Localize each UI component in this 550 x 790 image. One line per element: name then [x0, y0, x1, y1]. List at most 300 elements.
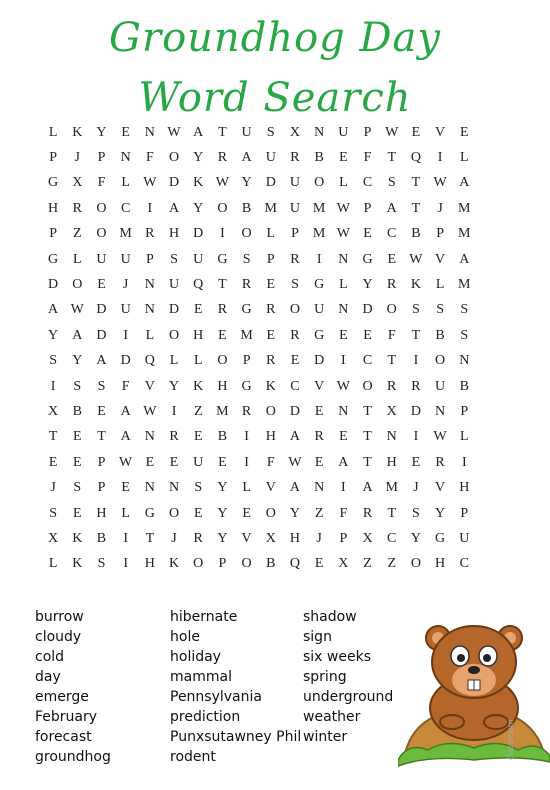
- grid-letter: F: [145, 150, 154, 166]
- grid-letter: E: [387, 251, 396, 267]
- grid-letter: H: [144, 556, 155, 572]
- grid-letter: Q: [144, 353, 155, 369]
- grid-letter: K: [193, 175, 204, 191]
- grid-letter: R: [314, 429, 324, 445]
- grid-letter: O: [168, 150, 180, 166]
- grid-letter: B: [217, 429, 228, 445]
- grid-letter: C: [459, 556, 469, 572]
- grid-letter: I: [437, 150, 443, 166]
- grid-letter: S: [412, 505, 420, 521]
- grid-letter: I: [244, 429, 249, 445]
- grid-letter: L: [121, 505, 130, 521]
- grid-letter: U: [459, 530, 470, 546]
- grid-letter: Y: [193, 150, 204, 166]
- grid-letter: E: [460, 124, 469, 140]
- grid-letter: E: [193, 505, 203, 521]
- grid-letter: P: [218, 556, 227, 572]
- grid-letter: Y: [72, 353, 83, 369]
- grid-letter: T: [387, 353, 396, 369]
- grid-letter: E: [48, 454, 58, 470]
- grid-letter: T: [411, 200, 421, 216]
- grid-letter: H: [265, 429, 276, 445]
- grid-letter: A: [459, 251, 470, 267]
- word-list-item: Pennsylvania: [170, 689, 262, 705]
- grid-letter: M: [458, 226, 471, 242]
- grid-letter: C: [362, 175, 373, 191]
- grid-letter: G: [241, 378, 252, 394]
- word-list-item: winter: [303, 729, 348, 745]
- grid-letter: N: [168, 480, 180, 496]
- grid-letter: W: [119, 454, 133, 470]
- grid-letter: O: [435, 353, 446, 369]
- grid-letter: H: [193, 327, 204, 343]
- grid-letter: I: [123, 556, 128, 572]
- grid-letter: H: [96, 505, 107, 521]
- grid-letter: R: [193, 530, 203, 546]
- grid-letter: A: [120, 403, 131, 419]
- grid-letter: Y: [362, 277, 373, 293]
- grid-letter: E: [193, 429, 203, 445]
- grid-letter: M: [458, 277, 471, 293]
- grid-letter: F: [97, 175, 106, 191]
- grid-letter: S: [49, 353, 57, 369]
- grid-letter: A: [241, 150, 252, 166]
- grid-letter: I: [50, 378, 56, 394]
- grid-letter: Z: [363, 556, 372, 572]
- grid-letter: R: [435, 454, 445, 470]
- grid-letter: C: [362, 353, 373, 369]
- grid-letter: E: [73, 454, 82, 470]
- grid-letter: I: [316, 251, 322, 267]
- grid-letter: O: [410, 556, 421, 572]
- grid-letter: E: [97, 277, 106, 293]
- word-list-item: sign: [303, 629, 332, 645]
- word-list-item: day: [35, 669, 61, 685]
- grid-letter: E: [339, 150, 348, 166]
- grid-letter: E: [242, 505, 251, 521]
- word-list-item: forecast: [35, 729, 92, 745]
- grid-letter: A: [168, 200, 180, 216]
- grid-letter: L: [48, 124, 58, 140]
- grid-letter: E: [121, 124, 130, 140]
- grid-letter: T: [218, 124, 227, 140]
- grid-letter: E: [363, 327, 372, 343]
- grid-letter: E: [339, 429, 348, 445]
- grid-letter: P: [49, 226, 57, 242]
- grid-letter: Z: [314, 505, 324, 521]
- grid-letter: T: [387, 505, 396, 521]
- word-list-item: burrow: [35, 609, 84, 625]
- grid-letter: U: [193, 251, 204, 267]
- grid-letter: A: [193, 124, 204, 140]
- grid-letter: S: [291, 277, 299, 293]
- grid-letter: G: [144, 505, 155, 521]
- grid-letter: R: [217, 302, 228, 318]
- grid-letter: I: [220, 226, 225, 242]
- grid-letter: T: [218, 277, 227, 293]
- grid-letter: K: [410, 277, 421, 293]
- grid-letter: K: [72, 124, 83, 140]
- grid-letter: A: [459, 175, 470, 191]
- grid-letter: H: [289, 530, 301, 546]
- letter-grid: [41, 120, 476, 577]
- grid-letter: W: [143, 403, 157, 419]
- grid-letter: S: [97, 378, 106, 394]
- grid-letter: N: [338, 251, 349, 267]
- grid-letter: N: [386, 429, 397, 445]
- grid-letter: U: [435, 378, 446, 394]
- grid-letter: P: [97, 480, 106, 496]
- grid-letter: S: [266, 124, 275, 140]
- grid-letter: X: [386, 403, 397, 419]
- grid-letter: S: [436, 302, 444, 318]
- grid-letter: T: [411, 175, 421, 191]
- grid-letter: S: [412, 302, 420, 318]
- grid-letter: N: [314, 480, 325, 496]
- grid-letter: I: [341, 353, 346, 369]
- grid-letter: O: [168, 505, 180, 521]
- grid-letter: Y: [96, 124, 107, 140]
- grid-letter: R: [72, 200, 82, 216]
- grid-letter: Y: [241, 175, 252, 191]
- grid-letter: F: [266, 454, 275, 470]
- grid-letter: H: [168, 226, 180, 242]
- word-list-item: spring: [303, 669, 347, 685]
- grid-letter: P: [460, 403, 469, 419]
- grid-letter: V: [435, 251, 446, 267]
- grid-letter: N: [144, 302, 155, 318]
- grid-letter: F: [339, 505, 348, 521]
- grid-letter: W: [336, 378, 350, 394]
- word-column-1: [35, 607, 111, 767]
- grid-letter: Y: [193, 200, 204, 216]
- grid-letter: H: [459, 480, 470, 496]
- grid-letter: O: [241, 226, 252, 242]
- grid-letter: R: [266, 353, 276, 369]
- grid-letter: M: [240, 327, 253, 343]
- grid-letter: E: [266, 327, 276, 343]
- grid-letter: K: [193, 378, 204, 394]
- grid-letter: N: [144, 277, 155, 293]
- grid-letter: O: [96, 226, 107, 242]
- grid-letter: O: [217, 200, 228, 216]
- grid-letter: V: [435, 480, 446, 496]
- grid-letter: G: [314, 277, 325, 293]
- word-column-2: [170, 607, 301, 767]
- grid-letter: P: [97, 150, 106, 166]
- grid-letter: W: [288, 454, 302, 470]
- grid-letter: A: [386, 200, 397, 216]
- grid-letter: K: [72, 556, 83, 572]
- grid-letter: N: [314, 124, 325, 140]
- grid-letter: J: [50, 480, 56, 496]
- grid-letter: P: [436, 226, 444, 242]
- grid-letter: R: [145, 226, 155, 242]
- grid-letter: W: [215, 175, 230, 191]
- grid-letter: M: [312, 226, 326, 242]
- grid-letter: G: [435, 530, 446, 546]
- grid-letter: M: [385, 480, 398, 496]
- grid-letter: W: [336, 200, 350, 216]
- grid-letter: Y: [289, 505, 301, 521]
- grid-letter: W: [385, 124, 399, 140]
- grid-letter: A: [338, 454, 349, 470]
- grid-letter: G: [241, 302, 252, 318]
- grid-letter: R: [387, 277, 397, 293]
- grid-letter: L: [193, 353, 203, 369]
- word-list-item: groundhog: [35, 749, 111, 765]
- grid-letter: X: [362, 530, 373, 546]
- grid-letter: Y: [217, 530, 228, 546]
- grid-letter: A: [72, 327, 83, 343]
- watermark-text: classroom: [506, 719, 515, 760]
- word-column-3: [303, 607, 393, 747]
- grid-letter: L: [48, 556, 58, 572]
- grid-letter: U: [120, 251, 131, 267]
- grid-letter: P: [363, 124, 372, 140]
- grid-letter: O: [72, 277, 83, 293]
- grid-letter: B: [96, 530, 107, 546]
- grid-letter: A: [96, 353, 107, 369]
- grid-letter: M: [458, 200, 471, 216]
- grid-letter: E: [314, 454, 324, 470]
- grid-letter: L: [242, 480, 251, 496]
- grid-letter: I: [461, 454, 467, 470]
- grid-letter: Q: [289, 556, 301, 572]
- grid-letter: F: [363, 150, 372, 166]
- grid-letter: U: [289, 175, 301, 191]
- grid-letter: W: [336, 226, 350, 242]
- grid-letter: V: [241, 530, 252, 546]
- grid-letter: D: [168, 302, 180, 318]
- grid-letter: R: [169, 429, 179, 445]
- grid-letter: T: [387, 150, 396, 166]
- grid-letter: U: [96, 251, 107, 267]
- grid-letter: O: [362, 378, 373, 394]
- word-list-item: rodent: [170, 749, 216, 765]
- grid-letter: M: [119, 226, 132, 242]
- grid-letter: O: [386, 302, 397, 318]
- grid-letter: I: [341, 480, 346, 496]
- grid-letter: G: [48, 251, 59, 267]
- grid-letter: I: [123, 327, 128, 343]
- grid-letter: R: [217, 150, 228, 166]
- grid-letter: D: [410, 403, 421, 419]
- grid-letter: O: [217, 353, 228, 369]
- grid-letter: S: [387, 175, 396, 191]
- grid-letter: L: [435, 277, 445, 293]
- grid-letter: D: [96, 327, 107, 343]
- grid-letter: D: [362, 302, 373, 318]
- grid-letter: E: [411, 454, 421, 470]
- grid-letter: E: [169, 454, 179, 470]
- word-list-item: February: [35, 709, 98, 725]
- grid-letter: U: [265, 150, 276, 166]
- word-list-item: cloudy: [35, 629, 82, 645]
- word-list-item: cold: [35, 649, 65, 665]
- grid-letter: C: [120, 200, 131, 216]
- grid-letter: J: [413, 480, 419, 496]
- grid-letter: L: [145, 327, 155, 343]
- word-list-item: six weeks: [303, 649, 371, 665]
- grid-letter: E: [339, 327, 348, 343]
- grid-letter: S: [49, 505, 57, 521]
- grid-letter: W: [409, 251, 423, 267]
- grid-letter: I: [171, 403, 177, 419]
- grid-letter: E: [218, 327, 227, 343]
- grid-letter: V: [265, 480, 276, 496]
- grid-letter: D: [289, 403, 301, 419]
- grid-letter: W: [70, 302, 84, 318]
- grid-letter: F: [121, 378, 130, 394]
- word-list-item: shadow: [303, 609, 357, 625]
- grid-letter: R: [241, 277, 252, 293]
- grid-letter: D: [48, 277, 59, 293]
- grid-letter: O: [241, 556, 252, 572]
- grid-letter: S: [242, 251, 251, 267]
- grid-letter: A: [289, 429, 301, 445]
- grid-letter: X: [72, 175, 83, 191]
- grid-letter: L: [339, 277, 348, 293]
- grid-letter: E: [314, 403, 324, 419]
- grid-letter: R: [290, 327, 300, 343]
- grid-letter: P: [97, 454, 106, 470]
- grid-letter: M: [312, 200, 326, 216]
- grid-letter: E: [218, 454, 227, 470]
- grid-letter: J: [316, 530, 322, 546]
- grid-letter: B: [435, 327, 445, 343]
- grid-letter: Y: [410, 530, 421, 546]
- grid-letter: K: [168, 556, 180, 572]
- grid-letter: H: [435, 556, 446, 572]
- grid-letter: E: [193, 302, 203, 318]
- grid-letter: R: [387, 378, 397, 394]
- grid-letter: X: [265, 530, 276, 546]
- grid-letter: D: [120, 353, 131, 369]
- grid-letter: P: [49, 150, 57, 166]
- grid-letter: O: [265, 403, 276, 419]
- grid-letter: B: [459, 378, 469, 394]
- word-list-item: weather: [303, 709, 361, 725]
- word-list-item: emerge: [35, 689, 89, 705]
- grid-letter: H: [48, 200, 59, 216]
- grid-letter: L: [73, 251, 82, 267]
- word-list-item: underground: [303, 689, 394, 705]
- grid-letter: T: [145, 530, 155, 546]
- grid-letter: O: [265, 505, 276, 521]
- grid-letter: N: [338, 403, 349, 419]
- grid-letter: Y: [168, 378, 180, 394]
- grid-letter: O: [96, 200, 107, 216]
- grid-letter: X: [289, 124, 301, 140]
- grid-letter: P: [242, 353, 251, 369]
- grid-letter: E: [73, 505, 82, 521]
- grid-letter: R: [411, 378, 421, 394]
- word-list-item: holiday: [170, 649, 221, 665]
- grid-letter: E: [314, 556, 324, 572]
- grid-letter: E: [411, 124, 421, 140]
- grid-letter: I: [244, 454, 249, 470]
- grid-letter: A: [48, 302, 59, 318]
- grid-letter: T: [363, 429, 372, 445]
- grid-letter: X: [48, 530, 59, 546]
- grid-letter: V: [314, 378, 325, 394]
- grid-letter: E: [121, 480, 130, 496]
- grid-letter: O: [168, 327, 180, 343]
- grid-letter: Q: [193, 277, 204, 293]
- grid-letter: S: [460, 327, 469, 343]
- grid-letter: X: [48, 403, 59, 419]
- grid-letter: P: [339, 530, 348, 546]
- grid-letter: I: [123, 530, 128, 546]
- word-list-item: hole: [170, 629, 200, 645]
- grid-letter: Z: [193, 403, 203, 419]
- page-title-line1: Groundhog Day: [109, 15, 441, 61]
- grid-letter: L: [339, 175, 348, 191]
- grid-letter: A: [289, 480, 301, 496]
- grid-letter: D: [96, 302, 107, 318]
- grid-letter: L: [121, 175, 130, 191]
- grid-letter: K: [265, 378, 276, 394]
- grid-letter: Z: [73, 226, 82, 242]
- grid-letter: Y: [217, 480, 228, 496]
- word-list-item: mammal: [170, 669, 232, 685]
- grid-letter: U: [241, 124, 252, 140]
- grid-letter: T: [48, 429, 58, 445]
- grid-letter: S: [73, 378, 82, 394]
- grid-letter: K: [72, 530, 83, 546]
- grid-letter: E: [363, 226, 372, 242]
- grid-letter: S: [97, 556, 106, 572]
- grid-letter: E: [290, 353, 300, 369]
- grid-letter: R: [290, 150, 300, 166]
- grid-letter: Z: [387, 556, 396, 572]
- grid-letter: R: [362, 505, 373, 521]
- grid-letter: I: [413, 429, 419, 445]
- grid-letter: T: [363, 403, 372, 419]
- grid-letter: B: [266, 556, 276, 572]
- grid-letter: N: [338, 302, 349, 318]
- grid-letter: B: [411, 226, 421, 242]
- grid-letter: A: [362, 480, 373, 496]
- grid-letter: Y: [48, 327, 59, 343]
- grid-letter: U: [338, 124, 349, 140]
- grid-letter: R: [241, 403, 252, 419]
- grid-letter: G: [314, 327, 325, 343]
- grid-letter: B: [72, 403, 82, 419]
- grid-letter: Y: [435, 505, 446, 521]
- grid-letter: N: [435, 403, 446, 419]
- grid-letter: H: [217, 378, 228, 394]
- grid-letter: W: [433, 175, 447, 191]
- grid-letter: E: [73, 429, 82, 445]
- grid-letter: U: [289, 200, 301, 216]
- grid-letter: D: [193, 226, 204, 242]
- grid-letter: U: [193, 454, 204, 470]
- grid-letter: V: [144, 378, 155, 394]
- grid-letter: G: [362, 251, 373, 267]
- grid-letter: T: [97, 429, 106, 445]
- grid-letter: Y: [217, 505, 228, 521]
- grid-letter: V: [435, 124, 446, 140]
- grid-letter: T: [363, 454, 372, 470]
- grid-letter: Q: [410, 150, 421, 166]
- word-list-item: Punxsutawney Phil: [170, 729, 302, 745]
- grid-letter: U: [120, 302, 131, 318]
- grid-letter: E: [145, 454, 155, 470]
- grid-letter: O: [289, 302, 301, 318]
- groundhog-illustration: [398, 600, 550, 790]
